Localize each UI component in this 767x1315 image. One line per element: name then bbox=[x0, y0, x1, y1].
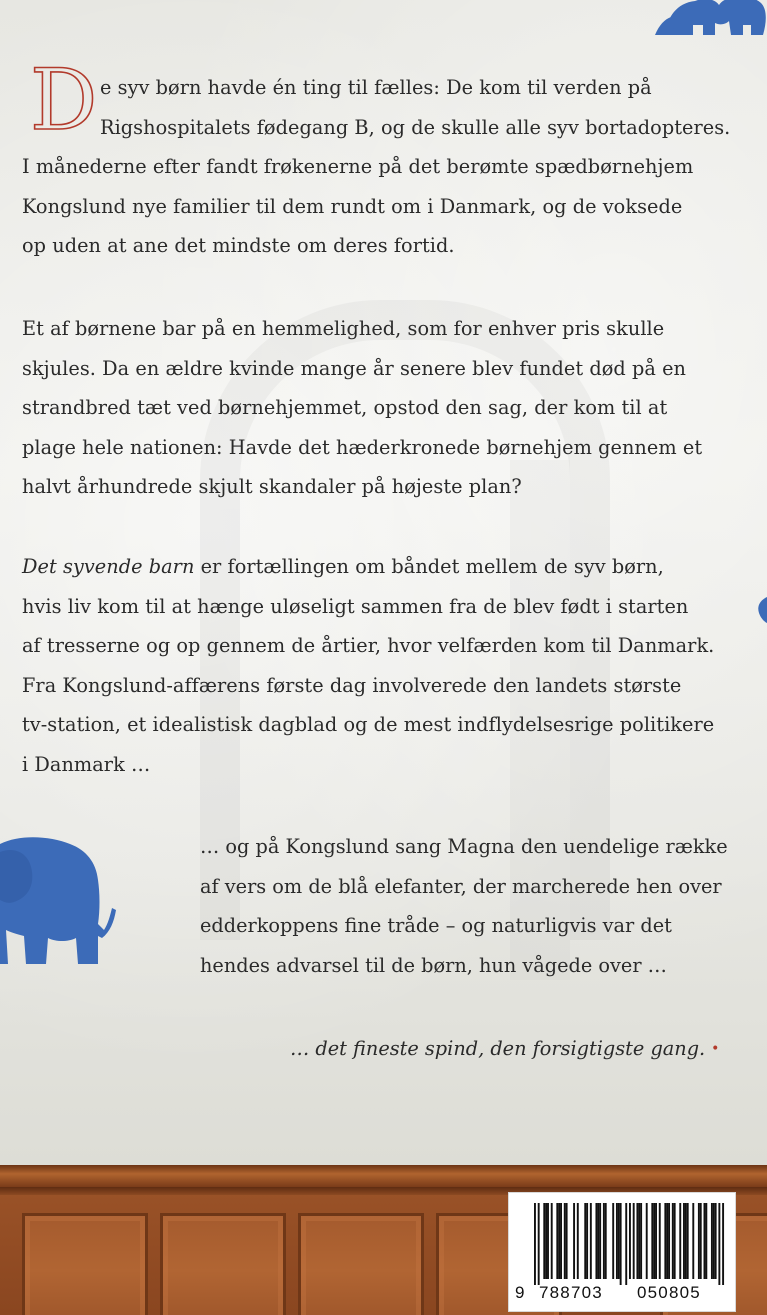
wood-inset bbox=[22, 1213, 148, 1315]
quote bbox=[200, 827, 760, 985]
barcode-bar bbox=[538, 1203, 540, 1285]
elephant-icon bbox=[0, 832, 120, 970]
barcode-bar bbox=[560, 1203, 562, 1279]
barcode-bar bbox=[566, 1203, 568, 1279]
paragraph-3-line: hvis liv kom til at hænge uløseligt sammen fra de blev født i starten bbox=[22, 594, 689, 618]
wood-inset bbox=[160, 1213, 286, 1315]
barcode-bar bbox=[683, 1203, 685, 1279]
edge-mark-icon bbox=[757, 597, 767, 623]
barcode-bar bbox=[584, 1203, 586, 1279]
book-title: Det syvende barn bbox=[22, 555, 195, 578]
paragraph-3-line: i Danmark … bbox=[22, 752, 151, 776]
paragraph-3 bbox=[22, 547, 747, 784]
barcode-bar bbox=[659, 1203, 661, 1279]
paragraph-1-line: op uden at ane det mindste om deres fortid. bbox=[22, 234, 455, 257]
paragraph-1-line: Kongslund nye familier til dem rundt om i Danmark, og de voksede bbox=[22, 194, 683, 218]
barcode-bar bbox=[616, 1203, 618, 1279]
barcode-bar bbox=[692, 1203, 694, 1279]
quote-line: hendes advarsel til de børn, hun vågede over … bbox=[200, 953, 667, 977]
barcode-bar bbox=[564, 1203, 566, 1279]
closing-line bbox=[290, 1029, 730, 1069]
barcode-bar bbox=[605, 1203, 607, 1279]
barcode-bar bbox=[547, 1203, 549, 1279]
paragraph-1-line: I månederne efter fandt frøkenerne på det berømte spædbørnehjem bbox=[22, 155, 694, 178]
paragraph-2-line: halvt århundrede skjult skandaler på højeste plan? bbox=[22, 475, 522, 498]
barcode-bar bbox=[679, 1203, 681, 1279]
barcode-bar bbox=[636, 1203, 638, 1279]
barcode-bar bbox=[715, 1203, 717, 1279]
barcode-bar bbox=[629, 1203, 631, 1279]
barcode-bar bbox=[705, 1203, 707, 1279]
paragraph-3-line bbox=[22, 547, 747, 587]
barcode-bar bbox=[633, 1203, 635, 1279]
paragraph-3-line: af tresserne og op gennem de årtier, hvor velfærden kom til Danmark. bbox=[22, 634, 715, 657]
closing-mark: • bbox=[711, 1041, 720, 1057]
barcode-bar bbox=[698, 1203, 700, 1279]
closing-text: … det fineste spind, den forsigtigste gang. bbox=[290, 1037, 706, 1060]
barcode-bar bbox=[573, 1203, 575, 1279]
barcode-bar bbox=[664, 1203, 666, 1279]
paragraph-1-line: Rigshospitalets fødegang B, og de skulle alle syv bortadopteres. bbox=[100, 115, 731, 139]
barcode-bar bbox=[646, 1203, 648, 1279]
barcode-bar bbox=[653, 1203, 655, 1279]
paragraph-2-line: skjules. Da en ældre kvinde mange år senere blev fundet død på en bbox=[22, 356, 686, 380]
barcode-bar bbox=[718, 1203, 720, 1285]
barcode-bar bbox=[577, 1203, 579, 1279]
barcode-bar bbox=[651, 1203, 653, 1279]
quote-line: af vers om de blå elefanter, der marcherede hen over bbox=[200, 874, 722, 898]
wood-inset bbox=[298, 1213, 424, 1315]
barcode-bar bbox=[672, 1203, 674, 1279]
barcode-bar bbox=[586, 1203, 588, 1279]
barcode-bar bbox=[625, 1203, 627, 1285]
barcode-bar bbox=[603, 1203, 605, 1279]
barcode-bar bbox=[666, 1203, 668, 1279]
drop-cap: D bbox=[30, 51, 98, 149]
barcode-bar bbox=[638, 1203, 640, 1279]
paragraph-2-line: plage hele nationen: Havde det hæderkronede børnehjem gennem et bbox=[22, 435, 703, 459]
elephant-top-icon bbox=[655, 0, 767, 35]
paragraph-1 bbox=[22, 51, 747, 266]
barcode bbox=[508, 1192, 736, 1312]
barcode-bar bbox=[599, 1203, 601, 1279]
barcode-bar bbox=[618, 1203, 620, 1279]
paragraph-2 bbox=[22, 309, 747, 507]
barcode-bar bbox=[668, 1203, 670, 1279]
barcode-bar bbox=[556, 1203, 558, 1279]
barcode-bar bbox=[655, 1203, 657, 1279]
paragraph-3-first-rest: er fortællingen om båndet mellem de syv børn, bbox=[194, 555, 664, 578]
paragraph-3-line: Fra Kongslund-affærens første dag involverede den landets største bbox=[22, 673, 682, 697]
barcode-bar bbox=[713, 1203, 715, 1279]
barcode-digits-left: 788703 bbox=[539, 1283, 603, 1302]
paragraph-3-line: tv-station, et idealistisk dagblad og de mest indflydelsesrige politikere bbox=[22, 713, 715, 736]
barcode-bar bbox=[595, 1203, 597, 1279]
barcode-bar bbox=[558, 1203, 560, 1279]
wood-rail bbox=[0, 1165, 767, 1187]
barcode-bar bbox=[597, 1203, 599, 1279]
barcode-bar bbox=[534, 1203, 536, 1285]
barcode-bar bbox=[711, 1203, 713, 1279]
quote-line: … og på Kongslund sang Magna den uendelige række bbox=[200, 835, 728, 858]
barcode-bar bbox=[687, 1203, 689, 1279]
barcode-bar bbox=[700, 1203, 702, 1279]
barcode-bar bbox=[543, 1203, 545, 1279]
barcode-bar bbox=[674, 1203, 676, 1279]
barcode-bars bbox=[529, 1203, 729, 1285]
barcode-bar bbox=[640, 1203, 642, 1279]
barcode-bar bbox=[704, 1203, 706, 1279]
barcode-bar bbox=[612, 1203, 614, 1279]
barcode-bar bbox=[722, 1203, 724, 1285]
barcode-bar bbox=[620, 1203, 622, 1285]
quote-line: edderkoppens fine tråde – og naturligvis var det bbox=[200, 914, 672, 937]
barcode-bar bbox=[590, 1203, 592, 1279]
paragraph-2-line: strandbred tæt ved børnehjemmet, opstod den sag, der kom til at bbox=[22, 396, 668, 419]
barcode-bar bbox=[551, 1203, 553, 1279]
barcode-bar bbox=[685, 1203, 687, 1279]
barcode-digit-first: 9 bbox=[515, 1283, 526, 1302]
paragraph-1-line: e syv børn havde én ting til fælles: De kom til verden på bbox=[100, 76, 652, 99]
barcode-bar bbox=[545, 1203, 547, 1279]
paragraph-2-line: Et af børnene bar på en hemmelighed, som for enhver pris skulle bbox=[22, 317, 665, 340]
barcode-digits-right: 050805 bbox=[637, 1283, 701, 1302]
